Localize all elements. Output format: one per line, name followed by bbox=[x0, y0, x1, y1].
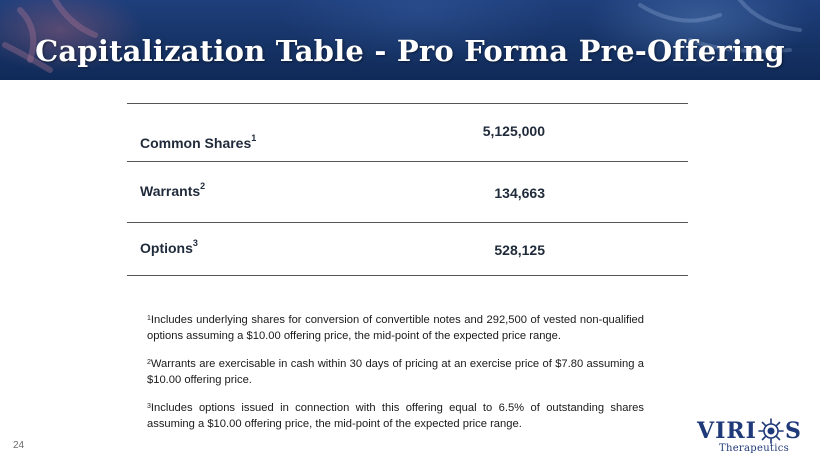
table-bottom-rule bbox=[127, 275, 688, 276]
footnote-marker: 2 bbox=[147, 359, 151, 366]
virus-icon bbox=[758, 418, 784, 444]
logo-subtitle: Therapeutics bbox=[719, 443, 790, 454]
footnote-marker: 3 bbox=[192, 238, 198, 248]
title-banner bbox=[0, 0, 820, 80]
row-label-text: Options bbox=[140, 240, 193, 256]
footnotes bbox=[147, 312, 644, 444]
row-value: 5,125,000 bbox=[482, 123, 545, 139]
slide-title: Capitalization Table - Pro Forma Pre-Offering bbox=[35, 34, 785, 68]
company-logo bbox=[697, 418, 807, 458]
row-value: 134,663 bbox=[494, 185, 545, 201]
footnote-text: Warrants are exercisable in cash within 30 days of pricing at an exercise price of $7.80 assuming a $10.00 offering price. bbox=[147, 358, 644, 386]
footnote-marker: 1 bbox=[147, 315, 151, 322]
table-row-rule bbox=[127, 161, 688, 162]
footnote-3 bbox=[147, 400, 644, 432]
footnote-text: Includes underlying shares for conversion of convertible notes and 292,500 of vested non-qualified options assuming a $10.00 offering price, the mid-point of the expected price range. bbox=[147, 314, 644, 342]
page-number: 24 bbox=[13, 440, 25, 451]
row-label-text: Common Shares bbox=[140, 135, 252, 151]
row-label bbox=[140, 183, 205, 199]
logo-word-right: S bbox=[784, 418, 802, 444]
footnote-marker: 1 bbox=[251, 133, 257, 143]
table-row-rule bbox=[127, 222, 688, 223]
footnote-marker: 3 bbox=[147, 403, 151, 410]
row-label-text: Warrants bbox=[140, 183, 201, 199]
footnote-1 bbox=[147, 312, 644, 344]
footnote-2 bbox=[147, 356, 644, 388]
row-value: 528,125 bbox=[494, 242, 545, 258]
logo-word-left: VIRI bbox=[697, 418, 757, 444]
logo-wordmark bbox=[697, 418, 802, 444]
table-top-rule bbox=[127, 103, 688, 104]
row-label bbox=[140, 135, 256, 151]
footnote-marker: 2 bbox=[200, 181, 206, 191]
footnote-text: Includes options issued in connection with this offering equal to 6.5% of outstanding shares assuming a $10.00 offering price, the mid-point of the expected price range. bbox=[147, 402, 644, 430]
row-label bbox=[140, 240, 198, 256]
